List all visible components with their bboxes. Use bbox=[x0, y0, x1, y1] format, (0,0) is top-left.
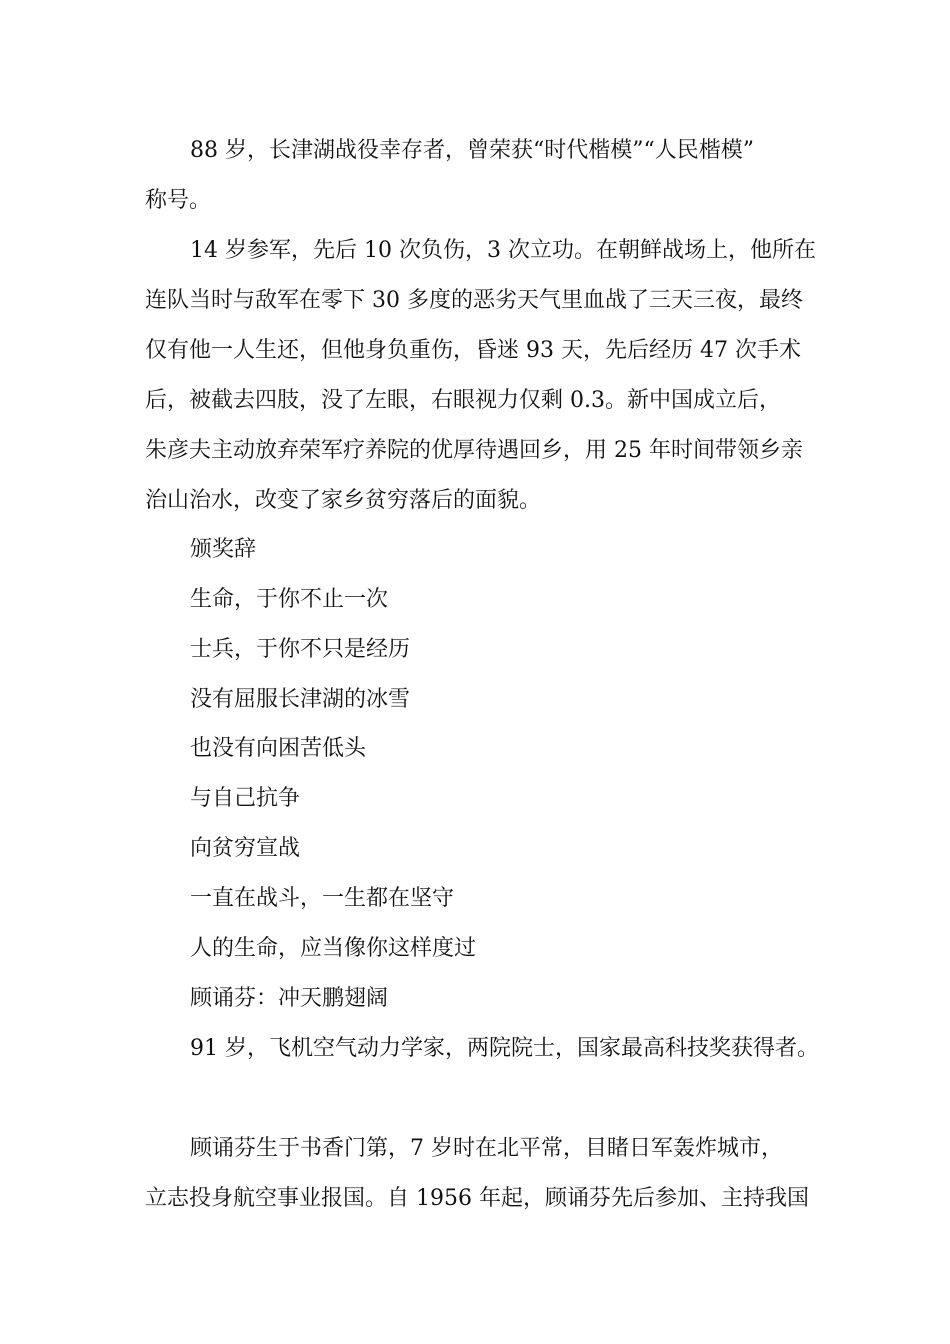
award-heading: 颁奖辞 bbox=[190, 537, 257, 562]
award-line-5: 与自己抗争 bbox=[190, 786, 301, 811]
award-line-3: 没有屈服长津湖的冰雪 bbox=[190, 687, 411, 712]
award-line-2: 士兵，于你不只是经历 bbox=[190, 637, 411, 662]
award-line-6: 向贫穷宣战 bbox=[190, 836, 301, 861]
section-intro: 91 岁，飞机空气动力学家，两院院士，国家最高科技奖获得者。 bbox=[190, 1036, 819, 1061]
paragraph-3-line-2: 立志投身航空事业报国。自 1956 年起，顾诵芬先后参加、主持我国 bbox=[145, 1186, 809, 1211]
paragraph-1-line-1: 88 岁，长津湖战役幸存者，曾荣获“时代楷模”“人民楷模” bbox=[190, 138, 754, 163]
paragraph-2-line-6: 治山治水，改变了家乡贫穷落后的面貌。 bbox=[145, 488, 542, 513]
paragraph-2-line-3: 仅有他一人生还，但他身负重伤，昏迷 93 天，先后经历 47 次手术 bbox=[145, 338, 801, 363]
paragraph-1-line-2: 称号。 bbox=[145, 188, 212, 213]
award-line-8: 人的生命，应当像你这样度过 bbox=[190, 936, 477, 961]
paragraph-2-line-1: 14 岁参军，先后 10 次负伤，3 次立功。在朝鲜战场上，他所在 bbox=[190, 238, 816, 263]
award-line-4: 也没有向困苦低头 bbox=[190, 736, 367, 761]
award-line-7: 一直在战斗，一生都在坚守 bbox=[190, 886, 455, 911]
paragraph-3-line-1: 顾诵芬生于书香门第，7 岁时在北平常，目睹日军轰炸城市， bbox=[190, 1136, 783, 1161]
award-line-1: 生命，于你不止一次 bbox=[190, 587, 389, 612]
paragraph-2-line-2: 连队当时与敌军在零下 30 多度的恶劣天气里血战了三天三夜，最终 bbox=[145, 288, 803, 313]
paragraph-2-line-5: 朱彦夫主动放弃荣军疗养院的优厚待遇回乡，用 25 年时间带领乡亲 bbox=[145, 438, 803, 463]
section-heading: 顾诵芬：冲天鹏翅阔 bbox=[190, 986, 389, 1011]
paragraph-2-line-4: 后，被截去四肢，没了左眼，右眼视力仅剩 0.3。新中国成立后， bbox=[145, 388, 781, 413]
